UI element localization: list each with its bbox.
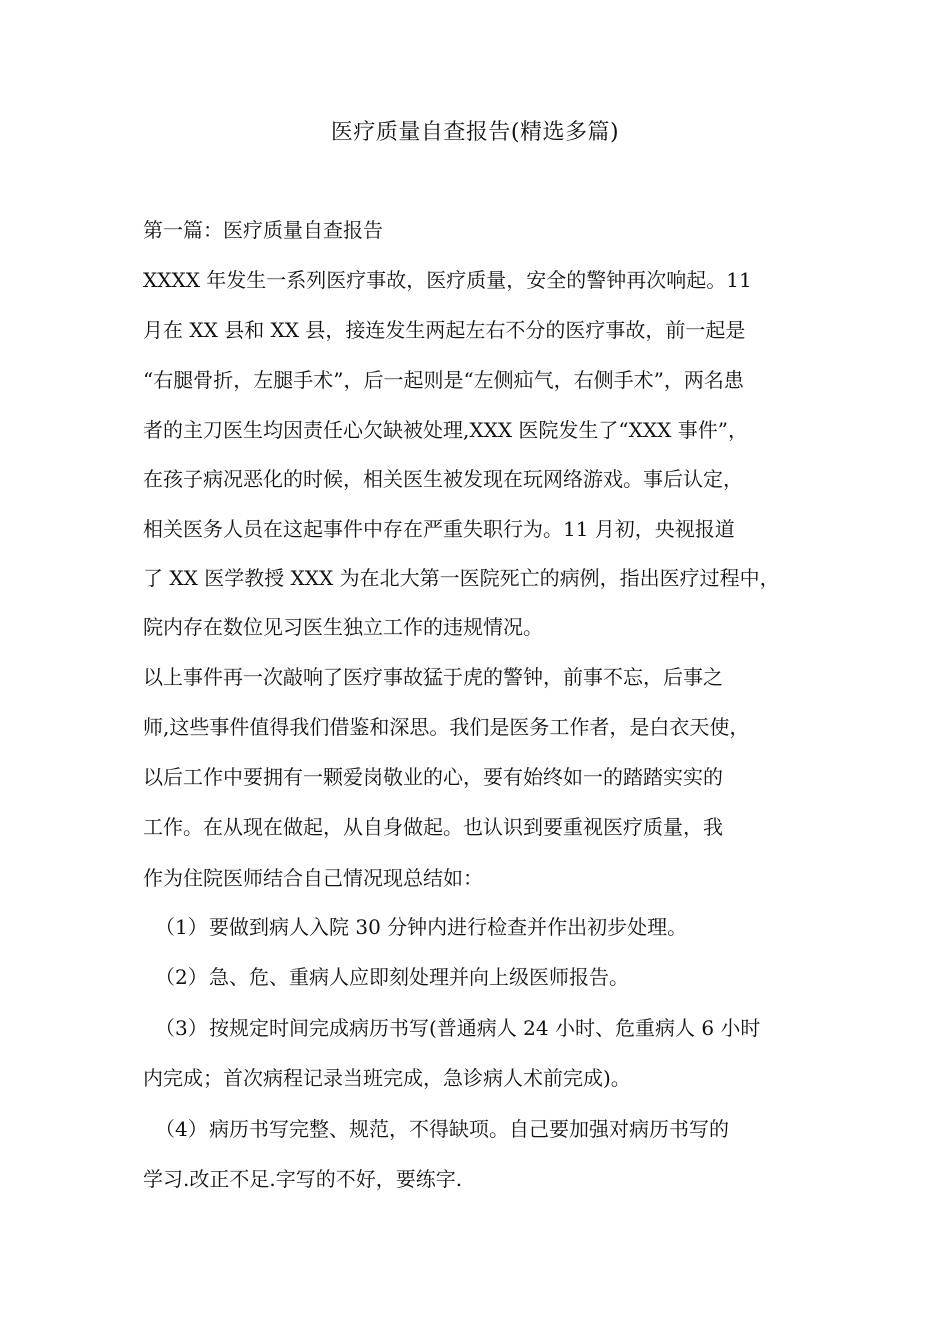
- list-item: [143, 1014, 760, 1042]
- list-item-text: 按规定时间完成病历书写(普通病人 24 小时、危重病人 6 小时: [209, 1016, 761, 1040]
- paragraph2-line-1: 以上事件再一次敲响了医疗事故猛于虎的警钟，前事不忘，后事之: [143, 665, 723, 689]
- list-item-text: 要做到病人入院 30 分钟内进行检查并作出初步处理。: [209, 915, 688, 939]
- list-item: [143, 1115, 729, 1143]
- list-item-number: （1）: [155, 915, 208, 939]
- list-item-text: 病历书写完整、规范，不得缺项。自己要加强对病历书写的: [209, 1117, 729, 1141]
- list-item-number: （2）: [155, 965, 208, 989]
- paragraph1-line-5: 在孩子病况恶化的时候，相关医生被发现在玩网络游戏。事后认定，: [143, 467, 743, 491]
- document-title: 医疗质量自查报告(精选多篇): [330, 120, 620, 145]
- paragraph1-line-1: XXXX 年发生一系列医疗事故，医疗质量，安全的警钟再次响起。11: [143, 268, 752, 292]
- paragraph2-line-2: 师,这些事件值得我们借鉴和深思。我们是医务工作者，是白衣天使，: [143, 715, 750, 739]
- paragraph1-line-7: 了 XX 医学教授 XXX 为在北大第一医院死亡的病例，指出医疗过程中，: [143, 566, 780, 590]
- paragraph2-line-5: 作为住院医师结合自己情况现总结如：: [143, 866, 483, 890]
- paragraph2-line-4: 工作。在从现在做起，从自身做起。也认识到要重视医疗质量，我: [143, 815, 723, 839]
- list-item: [143, 913, 687, 941]
- list-item-text: 急、危、重病人应即刻处理并向上级医师报告。: [209, 965, 629, 989]
- paragraph1-line-4: 者的主刀医生均因责任心欠缺被处理,XXX 医院发生了“XXX 事件”，: [143, 418, 748, 442]
- section-heading: 第一篇：医疗质量自查报告: [143, 218, 383, 242]
- paragraph2-line-3: 以后工作中要拥有一颗爱岗敬业的心，要有始终如一的踏踏实实的: [143, 765, 723, 789]
- paragraph1-line-2: 月在 XX 县和 XX 县，接连发生两起左右不分的医疗事故，前一起是: [143, 318, 746, 342]
- list-item-continuation: 学习.改正不足.字写的不好，要练字.: [143, 1167, 463, 1191]
- list-item: [143, 963, 629, 991]
- paragraph1-line-8: 院内存在数位见习医生独立工作的违规情况。: [143, 615, 543, 639]
- paragraph1-line-6: 相关医务人员在这起事件中存在严重失职行为。11 月初，央视报道: [143, 517, 735, 541]
- list-item-number: （3）: [155, 1016, 208, 1040]
- paragraph1-line-3: “右腿骨折，左腿手术”，后一起则是“左侧疝气，右侧手术”，两名患: [143, 368, 744, 392]
- list-item-continuation: 内完成；首次病程记录当班完成，急诊病人术前完成)。: [143, 1066, 631, 1090]
- list-item-number: （4）: [155, 1117, 208, 1141]
